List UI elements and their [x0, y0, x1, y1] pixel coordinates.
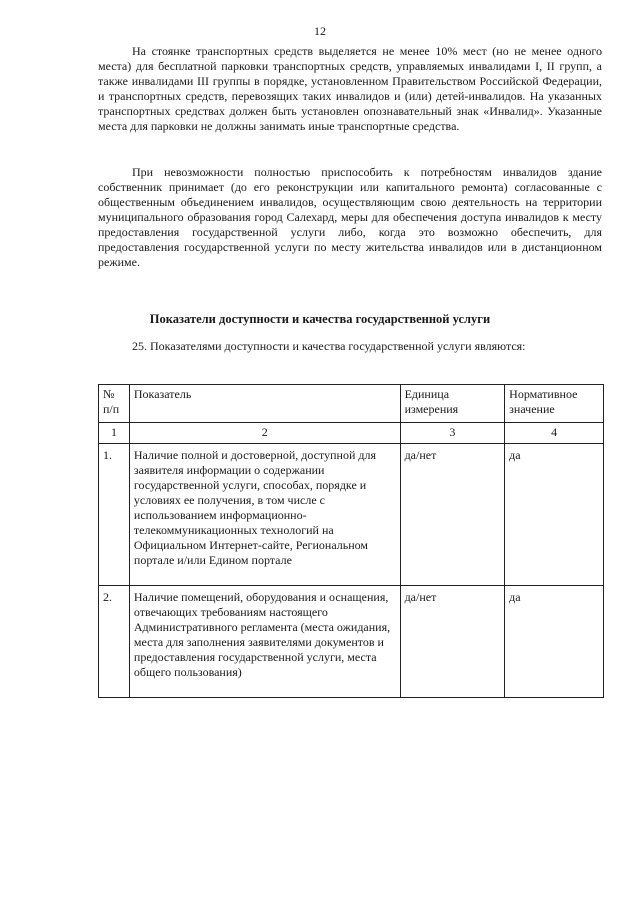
row-norm: да: [505, 444, 604, 586]
row-unit: да/нет: [400, 586, 505, 698]
column-number: 3: [400, 423, 505, 444]
header-unit: Единица измерения: [400, 385, 505, 423]
column-number-row: [99, 423, 604, 444]
table-header-row: [99, 385, 604, 423]
intro-paragraph: 25. Показателями доступности и качества государственной услуги являются:: [132, 339, 526, 353]
column-number: 4: [505, 423, 604, 444]
row-number: 2.: [99, 586, 130, 698]
table-row: [99, 444, 604, 586]
section-heading: Показатели доступности и качества государственной услуги: [149, 312, 491, 326]
indicators-table: [98, 384, 604, 698]
header-norm: Нормативное значение: [505, 385, 604, 423]
row-indicator: Наличие полной и достоверной, доступной для заявителя информации о содержании государственной услуги, способах, порядке и условиях ее получения, в том числе с использованием информационно-телекоммуникационных технологий на Официальном Интернет-сайте, Региональном портале и/или Едином портале: [129, 444, 400, 586]
header-indicator: Показатель: [129, 385, 400, 423]
column-number: 1: [99, 423, 130, 444]
header-number: № п/п: [99, 385, 130, 423]
row-number: 1.: [99, 444, 130, 586]
table-row: [99, 586, 604, 698]
row-norm: да: [505, 586, 604, 698]
row-unit: да/нет: [400, 444, 505, 586]
paragraph-accessibility: При невозможности полностью приспособить к потребностям инвалидов здание собственник принимает (до его реконструкции или капитального ремонта) согласованные с общественным объединением инвалидов, осуществляющим свою деятельность на территории муниципального образования город Салехард, меры для обеспечения доступа инвалидов к месту предоставления государственной услуги либо, когда это возможно обеспечить, для предоставления государственной услуги по месту жительства инвалидов или в дистанционном режиме.: [98, 165, 602, 269]
row-indicator: Наличие помещений, оборудования и оснащения, отвечающих требованиям настоящего Административного регламента (места ожидания, места для заполнения заявителями документов и предоставления государственной услуги, места общего пользования): [129, 586, 400, 698]
column-number: 2: [129, 423, 400, 444]
paragraph-parking: На стоянке транспортных средств выделяется не менее 10% мест (но не менее одного места) для бесплатной парковки транспортных средств, управляемых инвалидами I, II групп, а также инвалидами III группы в порядке, установленном Правительством Российской Федерации, и транспортных средств, перевозящих таких инвалидов и (или) детей-инвалидов. На указанных транспортных средствах должен быть установлен опознавательный знак «Инвалид». Указанные места для парковки не должны занимать иные транспортные средства.: [98, 44, 602, 133]
page-number: 12: [314, 24, 326, 38]
